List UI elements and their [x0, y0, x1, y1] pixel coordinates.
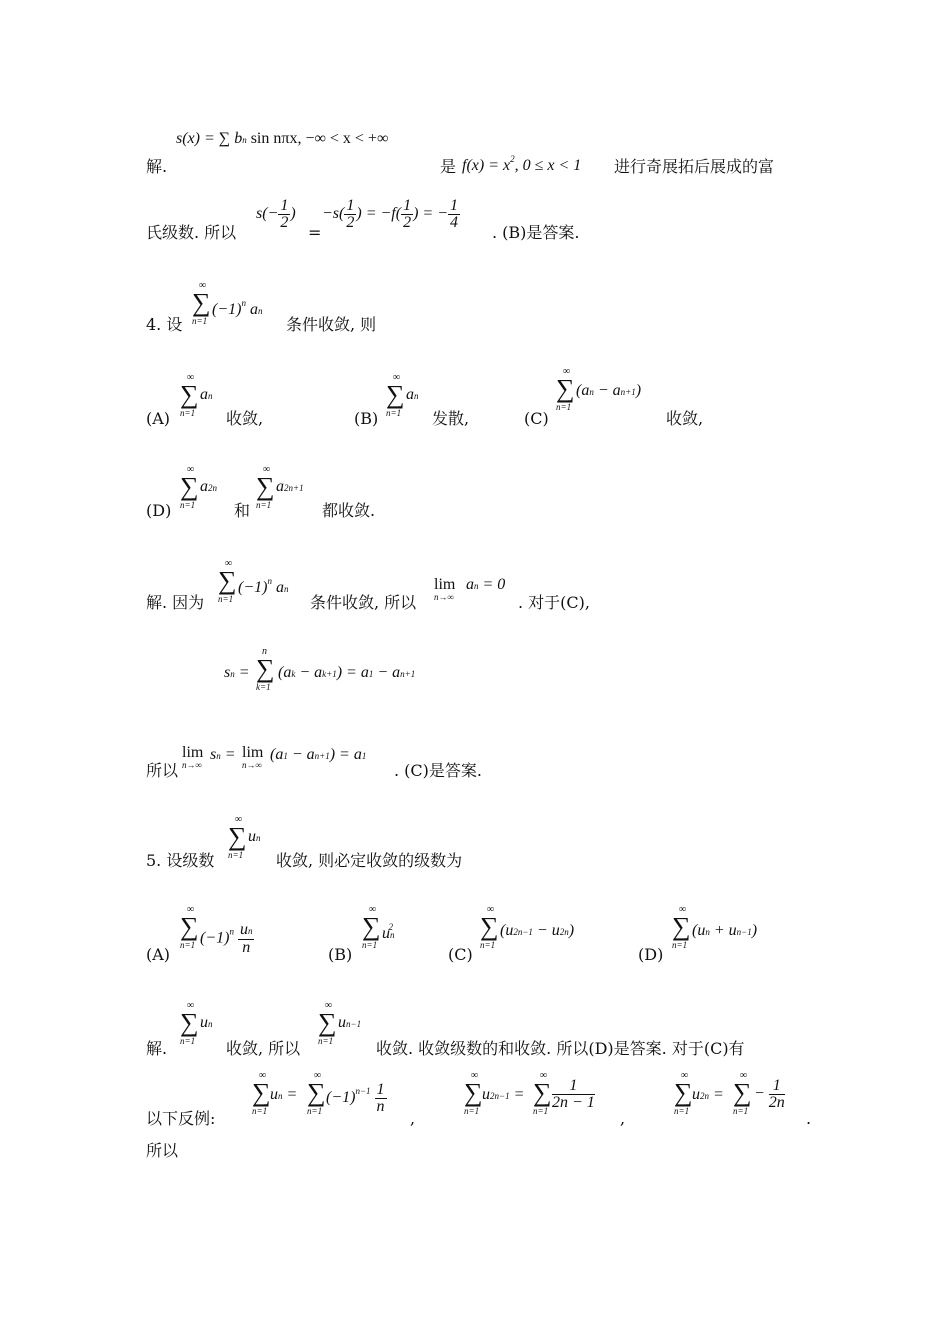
counterexample-1: ∞ ∑ n=1 un = ∞ ∑ n=1 $(-1)^{n-1}$ $\frac{1}{n}$ [252, 1070, 385, 1116]
solution-4-end: . 对于(C), [518, 593, 590, 612]
answer-b: . (B)是答案. [492, 223, 580, 242]
sum-option-d-even: ∞ ∑ n=1 a2n [180, 464, 217, 510]
sum-q5: ∞ ∑ n=1 un [228, 814, 261, 860]
question-5-label: 5. 设级数 [146, 851, 215, 870]
counterexample-3: ∞ ∑ n=1 u2n = ∞ ∑ n=1 − $\frac{1}{2n}$ [674, 1070, 785, 1116]
q5-option-a-label: (A) [146, 945, 171, 964]
comma-1: , [410, 1109, 416, 1128]
solution-5-final: 所以 [146, 1141, 179, 1160]
q5-sum-option-d: ∞ ∑ n=1 (un + un−1) [672, 904, 758, 950]
q5-sum-option-a: ∞ ∑ n=1 $(-1)^n$ $\frac{un}{n}$ [180, 904, 253, 956]
solution-5-mid2: 收敛. 收敛级数的和收敛. 所以(D)是答案. 对于(C)有 [376, 1039, 745, 1058]
comma-2: , [620, 1109, 626, 1128]
option-c-text: 收敛, [666, 409, 704, 428]
sum-q4: ∞ ∑ n=1 $(-1)^n$ an [192, 280, 263, 326]
sum-option-a: ∞ ∑ n=1 an [180, 372, 213, 418]
line2-start: 氏级数. 所以 [146, 223, 237, 242]
option-a-text: 收敛, [226, 409, 264, 428]
solution-4-line-start: 所以 [146, 761, 179, 780]
answer-c: . (C)是答案. [394, 761, 482, 780]
sum-solution-4: ∞ ∑ n=1 $(-1)^n$ an [218, 558, 289, 604]
option-d-text: 都收敛. [322, 501, 376, 520]
counterexample-2: ∞ ∑ n=1 u2n−1 = ∞ ∑ n=1 $\frac{1}{2n - 1}$ [464, 1070, 595, 1116]
sum-sol5-un-1: ∞ ∑ n=1 un−1 [318, 1000, 362, 1046]
solution-5-mid1: 收敛, 所以 [226, 1039, 301, 1058]
option-a-label: (A) [146, 409, 171, 428]
q5-sum-option-c: ∞ ∑ n=1 (u2n−1 − u2n) [480, 904, 575, 950]
limit-an-zero: lim an = 0 n→∞ [434, 576, 506, 602]
solution-4-mid: 条件收敛, 所以 [310, 593, 417, 612]
option-d-and: 和 [234, 501, 251, 520]
option-b-text: 发散, [432, 409, 470, 428]
sum-option-d-odd: ∞ ∑ n=1 a2n+1 [256, 464, 304, 510]
formula-value: −s( $\frac{1}{2}$ ) = −f( $\frac{1}{2}$ ) = − $\frac{1}{4}$ [322, 197, 458, 231]
partial-sum-formula: sn = n ∑ k=1 (ak − ak+1) = a1 − an+1 [224, 646, 416, 692]
option-c-label: (C) [524, 409, 549, 428]
equals-sign: = [308, 223, 322, 242]
sum-sol5-un: ∞ ∑ n=1 un [180, 1000, 213, 1046]
formula-fx: $f(x) = x^2$, 0 ≤ x < 1 [462, 154, 582, 174]
limit-sn: lim sn = lim (a1 − an+1) = a1 n→∞ n→∞ [182, 744, 367, 770]
sum-option-c: ∞ ∑ n=1 (an − an+1) [556, 366, 642, 412]
question-5-text: 收敛, 则必定收敛的级数为 [276, 851, 463, 870]
solution-4-start: 解. 因为 [146, 593, 205, 612]
formula-s-fourier: s(x) = ∑ bn sin nπx, −∞ < x < +∞ [176, 130, 389, 147]
solution-label: 解. [146, 157, 168, 176]
question-4-text: 条件收敛, 则 [286, 315, 377, 334]
option-b-label: (B) [354, 409, 379, 428]
formula-s-neg-half: s(− $\frac{1}{2}$ ) [256, 197, 296, 231]
sum-option-b: ∞ ∑ n=1 an [386, 372, 419, 418]
q5-option-b-label: (B) [328, 945, 353, 964]
q5-sum-option-b: ∞ ∑ n=1 $un^2$ [362, 904, 395, 950]
sigma-symbol: ∑ [192, 288, 211, 317]
option-d-label: (D) [146, 501, 172, 520]
solution-5-start: 解. [146, 1039, 168, 1058]
counterexample-label: 以下反例: [146, 1109, 216, 1128]
q5-option-d-label: (D) [638, 945, 664, 964]
question-4-label: 4. 设 [146, 315, 183, 334]
q5-option-c-label: (C) [448, 945, 473, 964]
text-extension: 进行奇展拓后展成的富 [614, 157, 775, 176]
period: . [806, 1109, 812, 1128]
is-word: 是 [440, 157, 457, 176]
